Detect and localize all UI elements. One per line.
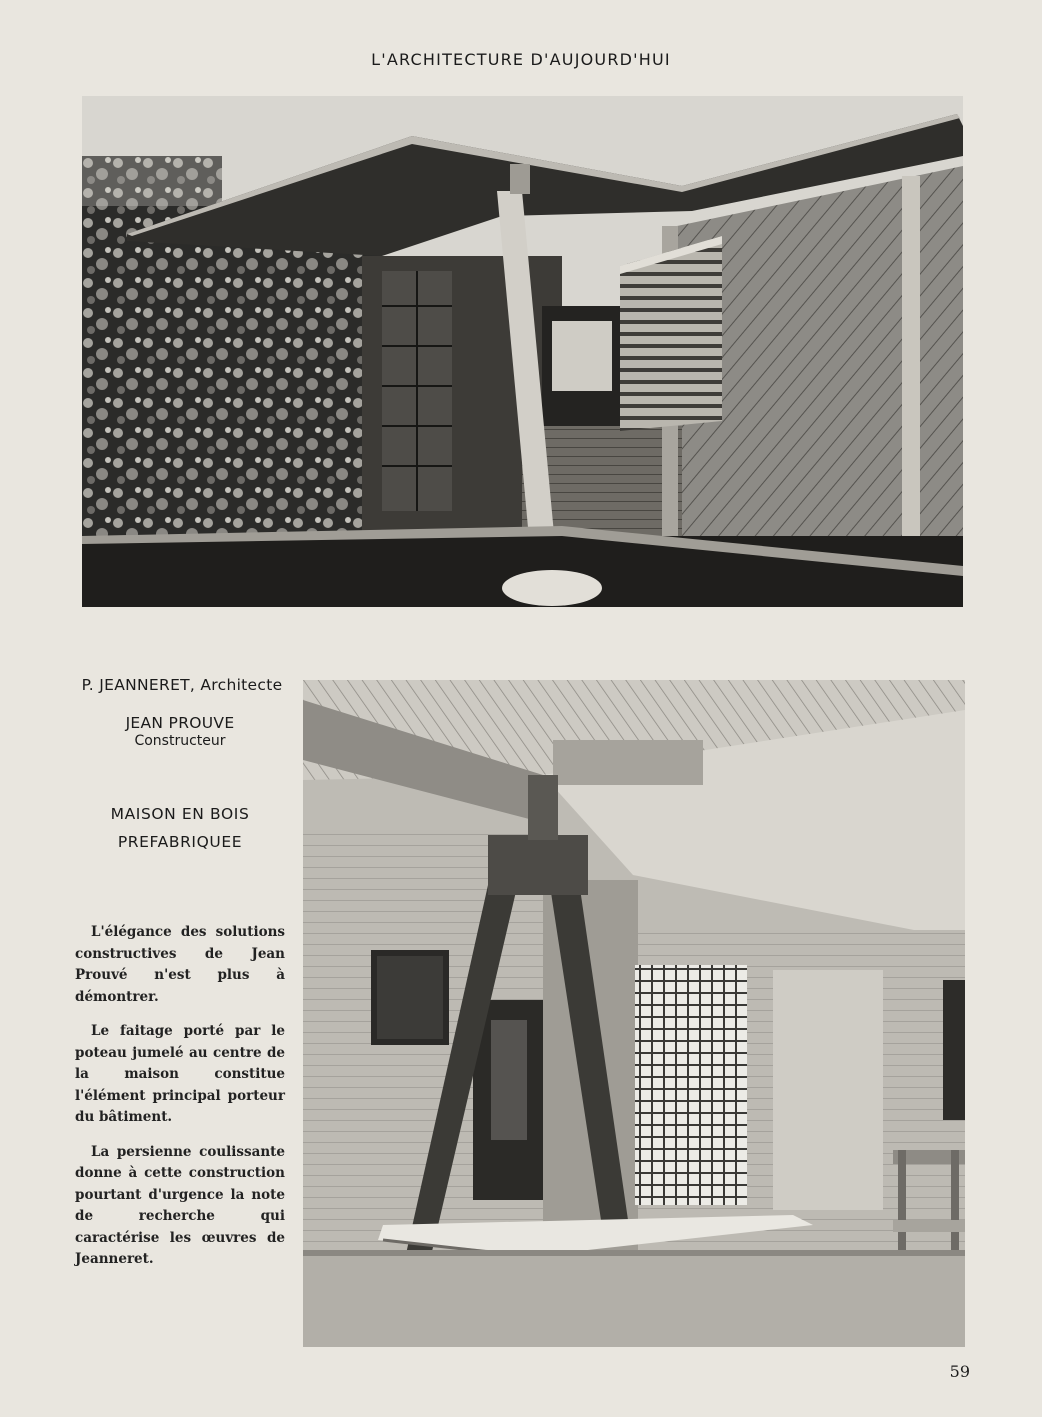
article-title-line-2: PREFABRIQUEE <box>117 833 243 851</box>
interior-photo <box>303 680 965 1347</box>
paragraph-2: Le faitage porté par le poteau jumelé au centre de la maison constitue l'élément principal porteur du bâtiment. <box>75 1023 285 1125</box>
article-title-line-1: MAISON EN BOIS <box>110 805 250 823</box>
page-number: 59 <box>949 1362 970 1381</box>
exterior-photo-image <box>82 96 963 607</box>
body-text <box>75 922 285 1284</box>
running-head: L'ARCHITECTURE D'AUJOURD'HUI <box>371 50 671 69</box>
exterior-photo <box>82 96 963 607</box>
builder-name: JEAN PROUVE <box>125 714 235 732</box>
architect-credit: P. JEANNERET, Architecte <box>81 676 283 694</box>
interior-photo-image <box>303 680 965 1347</box>
builder-role: Constructeur <box>134 733 226 749</box>
paragraph-1: L'élégance des solutions constructives de Jean Prouvé n'est plus à démontrer. <box>75 924 285 1005</box>
article-title <box>60 800 300 856</box>
paragraph-3: La persienne coulissante donne à cette construction pourtant d'urgence la note de recherche qui caractérise les œuvres de Jeanneret. <box>75 1143 285 1267</box>
